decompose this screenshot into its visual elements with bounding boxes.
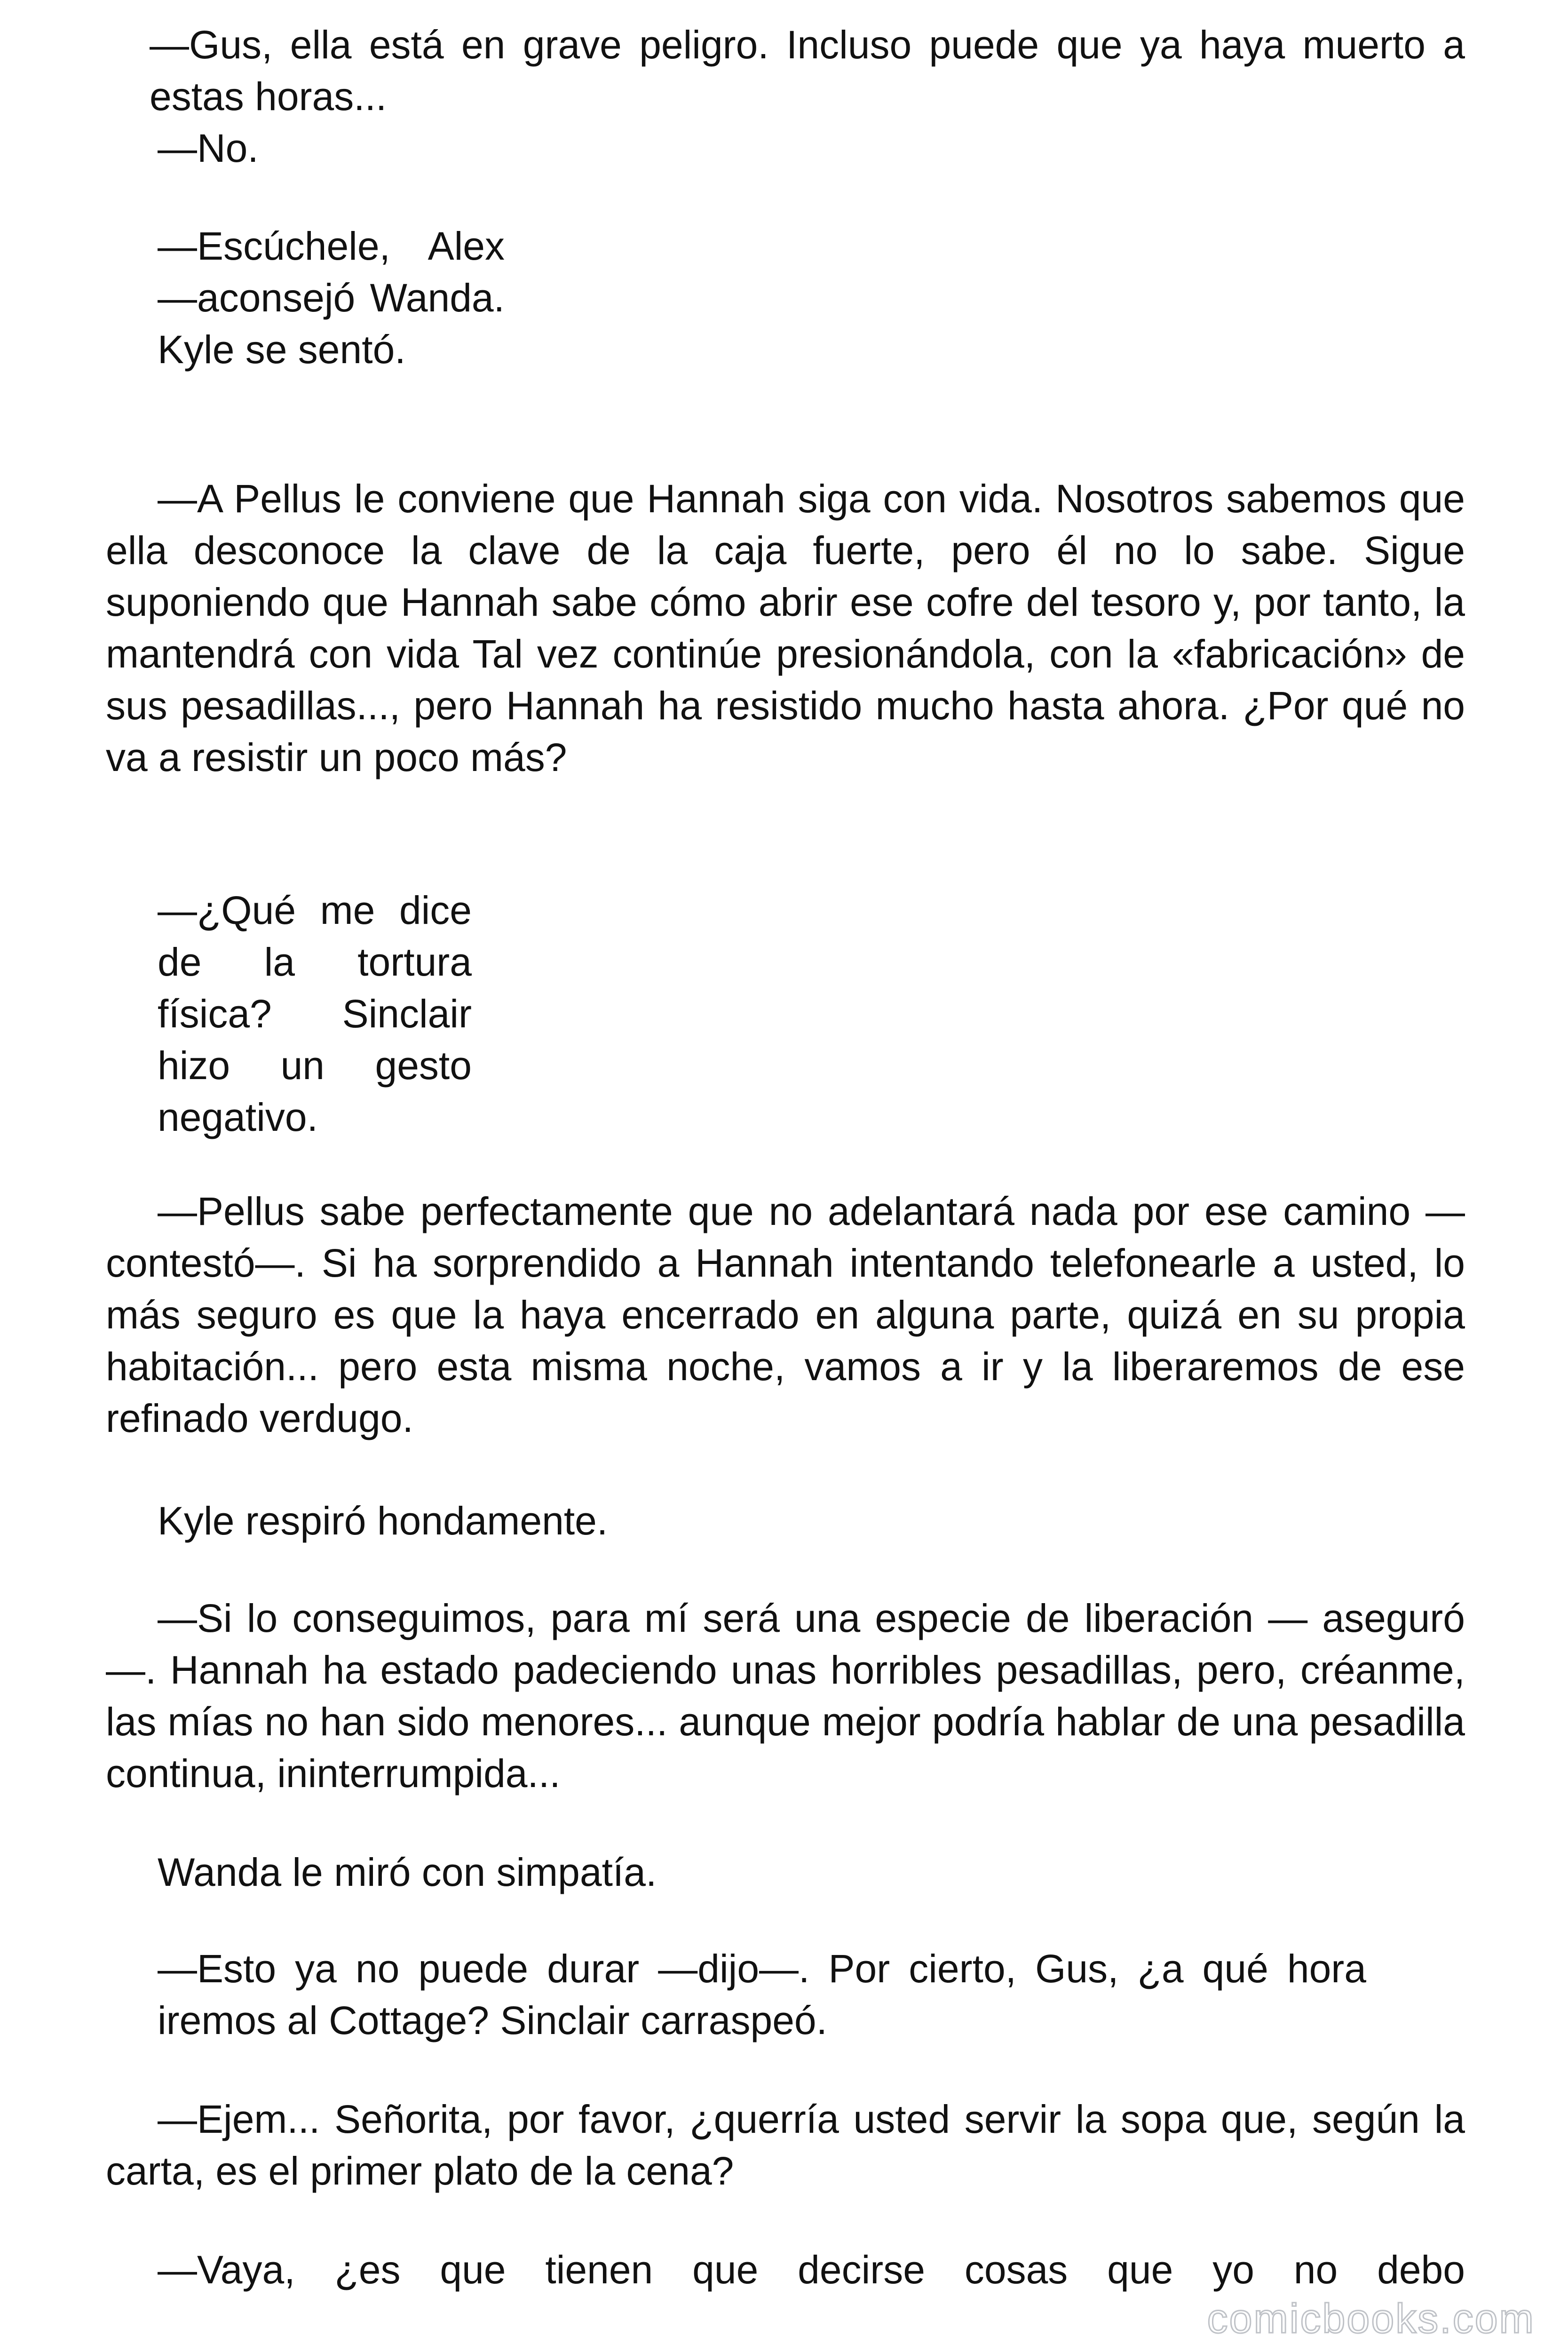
paragraph-tortura-fisica: —¿Qué me dice de la tortura física? Sinclair hizo un gesto negativo. xyxy=(158,888,472,1139)
paragraph-pellus-sabe: —Pellus sabe perfectamente que no adelantará nada por ese camino —contestó—. Si ha sorprendido a Hannah intentando telefonearle a usted, lo más seguro es que la haya encerrado en alguna parte, quizá en su propia habitación... pero esta misma noche, vamos a ir y la liberaremos de ese refinado verdugo. xyxy=(106,1189,1465,1440)
paragraph-liberacion: —Si lo conseguimos, para mí será una especie de liberación — aseguró—. Hannah ha estado padeciendo unas horribles pesadillas, pero, créanme, las mías no han sido menores... aunque mejor podría hablar de una pesadilla continua, ininterrumpida... xyxy=(106,1596,1465,1796)
paragraph-wanda-miro: Wanda le miró con simpatía. xyxy=(158,1850,657,1894)
paragraph-ejem: —Ejem... Señorita, por favor, ¿querría usted servir la sopa que, según la carta, es el primer plato de la cena? xyxy=(106,2097,1465,2193)
paragraph-escuchele: —Escúchele, Alex —aconsejó Wanda. Kyle se sentó. xyxy=(158,224,505,372)
paragraph-vaya: —Vaya, ¿es que tienen que decirse cosas que yo no debo xyxy=(158,2248,1465,2292)
watermark: comicbooks.com xyxy=(1207,2295,1535,2342)
paragraph-pellus-conviene: —A Pellus le conviene que Hannah siga con vida. Nosotros sabemos que ella desconoce la clave de la caja fuerte, pero él no lo sabe. Sigue suponiendo que Hannah sabe cómo abrir ese cofre del tesoro y, por tanto, la mantendrá con vida Tal vez continúe presionándola, con la «fabricación» de sus pesadillas..., pero Hannah ha resistido mucho hasta ahora. ¿Por qué no va a resistir un poco más? xyxy=(106,477,1465,779)
paragraph-esto-ya: —Esto ya no puede durar —dijo—. Por cierto, Gus, ¿a qué hora iremos al Cottage? Sinclair carraspeó. xyxy=(158,1947,1366,2042)
paragraph-no: —No. xyxy=(158,126,259,170)
paragraph-gus-peligro: —Gus, ella está en grave peligro. Incluso puede que ya haya muerto a estas horas... xyxy=(150,23,1465,119)
paragraph-kyle-respiro: Kyle respiró hondamente. xyxy=(158,1499,608,1543)
